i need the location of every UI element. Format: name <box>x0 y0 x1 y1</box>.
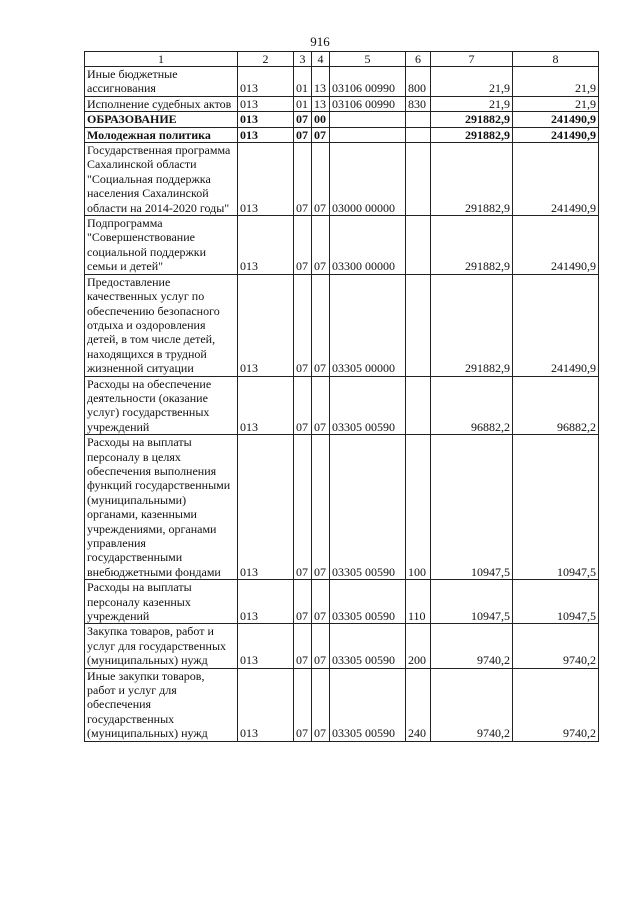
expense-type-cell: 200 <box>406 624 431 668</box>
row-name-cell: Предоставление качественных услуг по обеспечению безопасного отдыха и оздоровления детей, в том числе детей, находящихся в трудной жизненной ситуации <box>85 274 238 376</box>
admin-code-cell: 013 <box>238 216 294 275</box>
table-row <box>85 127 599 142</box>
amount-year2-cell: 241490,9 <box>513 112 599 127</box>
subsection-cell: 13 <box>312 96 330 111</box>
expense-type-cell <box>406 274 431 376</box>
amount-year1-cell: 291882,9 <box>431 274 513 376</box>
row-name-cell: Молодежная политика <box>85 127 238 142</box>
amount-year2-cell: 9740,2 <box>513 624 599 668</box>
target-article-cell <box>330 127 406 142</box>
subsection-cell: 07 <box>312 624 330 668</box>
table-row <box>85 67 599 97</box>
expense-type-cell: 100 <box>406 435 431 580</box>
column-header: 8 <box>513 52 599 67</box>
subsection-cell: 07 <box>312 274 330 376</box>
section-cell: 01 <box>294 67 312 97</box>
admin-code-cell: 013 <box>238 96 294 111</box>
row-name-cell: Государственная программа Сахалинской области "Социальная поддержка населения Сахалинской области на 2014-2020 годы" <box>85 143 238 216</box>
target-article-cell: 03305 00590 <box>330 668 406 741</box>
subsection-cell: 07 <box>312 376 330 435</box>
subsection-cell: 13 <box>312 67 330 97</box>
table-row <box>85 580 599 624</box>
section-cell: 07 <box>294 624 312 668</box>
section-cell: 07 <box>294 376 312 435</box>
row-name-cell: Иные закупки товаров, работ и услуг для обеспечения государственных (муниципальных) нужд <box>85 668 238 741</box>
expense-type-cell <box>406 376 431 435</box>
admin-code-cell: 013 <box>238 143 294 216</box>
amount-year2-cell: 21,9 <box>513 67 599 97</box>
table-row <box>85 435 599 580</box>
amount-year1-cell: 291882,9 <box>431 112 513 127</box>
expense-type-cell <box>406 143 431 216</box>
subsection-cell: 00 <box>312 112 330 127</box>
expense-type-cell: 110 <box>406 580 431 624</box>
target-article-cell: 03000 00000 <box>330 143 406 216</box>
subsection-cell: 07 <box>312 668 330 741</box>
amount-year1-cell: 21,9 <box>431 67 513 97</box>
subsection-cell: 07 <box>312 127 330 142</box>
row-name-cell: ОБРАЗОВАНИЕ <box>85 112 238 127</box>
section-cell: 07 <box>294 274 312 376</box>
section-cell: 01 <box>294 96 312 111</box>
section-cell: 07 <box>294 143 312 216</box>
admin-code-cell: 013 <box>238 624 294 668</box>
expense-type-cell <box>406 127 431 142</box>
table-row <box>85 112 599 127</box>
amount-year1-cell: 10947,5 <box>431 435 513 580</box>
target-article-cell: 03300 00000 <box>330 216 406 275</box>
amount-year1-cell: 291882,9 <box>431 216 513 275</box>
expense-type-cell <box>406 112 431 127</box>
target-article-cell: 03305 00590 <box>330 624 406 668</box>
amount-year2-cell: 9740,2 <box>513 668 599 741</box>
row-name-cell: Иные бюджетные ассигнования <box>85 67 238 97</box>
page-number: 916 <box>310 34 330 49</box>
column-header: 5 <box>330 52 406 67</box>
row-name-cell: Закупка товаров, работ и услуг для государственных (муниципальных) нужд <box>85 624 238 668</box>
budget-table <box>84 51 599 742</box>
amount-year2-cell: 10947,5 <box>513 580 599 624</box>
amount-year1-cell: 291882,9 <box>431 127 513 142</box>
expense-type-cell <box>406 216 431 275</box>
subsection-cell: 07 <box>312 435 330 580</box>
row-name-cell: Расходы на выплаты персоналу казенных учреждений <box>85 580 238 624</box>
admin-code-cell: 013 <box>238 67 294 97</box>
table-row <box>85 624 599 668</box>
amount-year2-cell: 96882,2 <box>513 376 599 435</box>
table-row <box>85 96 599 111</box>
amount-year2-cell: 241490,9 <box>513 274 599 376</box>
table-row <box>85 274 599 376</box>
row-name-cell: Исполнение судебных актов <box>85 96 238 111</box>
amount-year1-cell: 96882,2 <box>431 376 513 435</box>
target-article-cell: 03106 00990 <box>330 67 406 97</box>
expense-type-cell: 800 <box>406 67 431 97</box>
target-article-cell: 03305 00000 <box>330 274 406 376</box>
amount-year1-cell: 21,9 <box>431 96 513 111</box>
row-name-cell: Расходы на обеспечение деятельности (оказание услуг) государственных учреждений <box>85 376 238 435</box>
column-header: 3 <box>294 52 312 67</box>
amount-year2-cell: 21,9 <box>513 96 599 111</box>
row-name-cell: Расходы на выплаты персоналу в целях обеспечения выполнения функций государственными (муниципальными) органами, казенными учреждениями, органами управления государственными внебюджетными фондами <box>85 435 238 580</box>
subsection-cell: 07 <box>312 216 330 275</box>
admin-code-cell: 013 <box>238 127 294 142</box>
amount-year2-cell: 241490,9 <box>513 216 599 275</box>
section-cell: 07 <box>294 435 312 580</box>
section-cell: 07 <box>294 668 312 741</box>
amount-year1-cell: 9740,2 <box>431 668 513 741</box>
admin-code-cell: 013 <box>238 668 294 741</box>
admin-code-cell: 013 <box>238 274 294 376</box>
expense-type-cell: 830 <box>406 96 431 111</box>
column-header: 4 <box>312 52 330 67</box>
column-header-row <box>85 52 599 67</box>
target-article-cell: 03305 00590 <box>330 580 406 624</box>
section-cell: 07 <box>294 112 312 127</box>
table-row <box>85 668 599 741</box>
amount-year1-cell: 9740,2 <box>431 624 513 668</box>
expense-type-cell: 240 <box>406 668 431 741</box>
column-header: 1 <box>85 52 238 67</box>
subsection-cell: 07 <box>312 143 330 216</box>
target-article-cell: 03106 00990 <box>330 96 406 111</box>
amount-year2-cell: 10947,5 <box>513 435 599 580</box>
target-article-cell: 03305 00590 <box>330 376 406 435</box>
section-cell: 07 <box>294 216 312 275</box>
amount-year2-cell: 241490,9 <box>513 127 599 142</box>
admin-code-cell: 013 <box>238 376 294 435</box>
table-row <box>85 216 599 275</box>
amount-year1-cell: 291882,9 <box>431 143 513 216</box>
amount-year2-cell: 241490,9 <box>513 143 599 216</box>
admin-code-cell: 013 <box>238 580 294 624</box>
target-article-cell: 03305 00590 <box>330 435 406 580</box>
admin-code-cell: 013 <box>238 112 294 127</box>
table-row <box>85 376 599 435</box>
column-header: 2 <box>238 52 294 67</box>
admin-code-cell: 013 <box>238 435 294 580</box>
column-header: 6 <box>406 52 431 67</box>
row-name-cell: Подпрограмма "Совершенствование социальной поддержки семьи и детей" <box>85 216 238 275</box>
column-header: 7 <box>431 52 513 67</box>
table-row <box>85 143 599 216</box>
target-article-cell <box>330 112 406 127</box>
section-cell: 07 <box>294 127 312 142</box>
section-cell: 07 <box>294 580 312 624</box>
amount-year1-cell: 10947,5 <box>431 580 513 624</box>
subsection-cell: 07 <box>312 580 330 624</box>
